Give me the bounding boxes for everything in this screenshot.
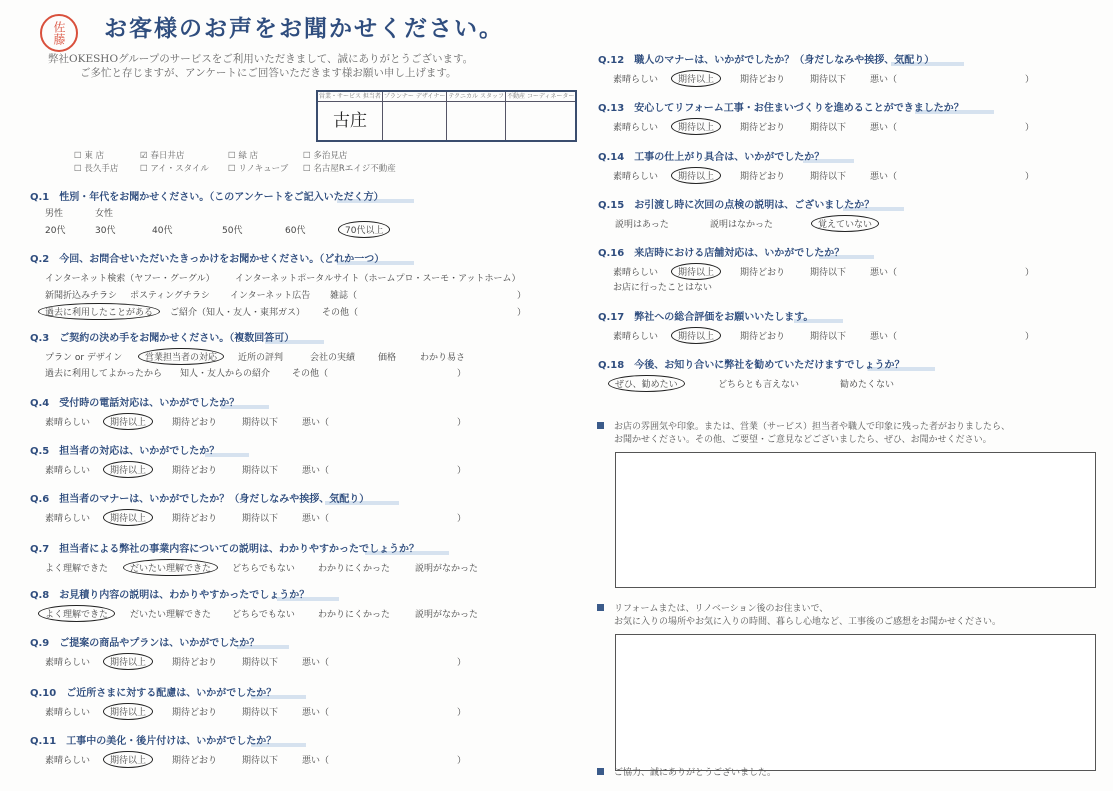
staff-field-realestate[interactable] [505,102,576,142]
answer-option[interactable]: 説明がなかった [415,564,479,574]
staff-field-planner[interactable] [382,102,447,142]
stamp-text: 佐藤 [52,21,66,45]
question-title: Q.15 お引渡し時に次回の点検の説明は、ございましたか？ [598,196,904,211]
answer-option[interactable]: 期待以下 [810,332,847,342]
answer-option[interactable]: 期待どおり [172,514,218,524]
question-title: Q.5 担当者の対応は、いかがでしたか？ [30,442,249,457]
answer-option[interactable]: インターネット検索（ヤフー・グーグル） [45,274,215,284]
branch-checkbox[interactable] [228,162,288,174]
answer-option[interactable]: ） [1025,268,1035,278]
intro-line-2: ご多忙と存じますが、アンケートにご回答いただきます様お願い申し上げます。 [80,67,457,79]
answer-option[interactable]: 60代 [285,226,306,236]
answer-option[interactable]: ） [457,466,467,476]
answer-option[interactable]: 雑誌（ [330,291,358,301]
answer-option[interactable]: 悪い（ [870,172,898,182]
checkbox-icon[interactable]: ☐ [303,151,311,161]
branch-label: 多治見店 [313,151,348,161]
answer-option[interactable]: 期待どおり [740,332,786,342]
branch-label: アイ・スタイル [150,164,209,174]
question-title: Q.3 ご契約の決め手をお聞かせください。（複数回答可） [30,329,324,344]
answer-option[interactable]: プラン or デザイン [45,353,123,363]
answer-option-selected[interactable]: 期待以上 [103,461,153,478]
answer-option[interactable]: 20代 [45,226,66,236]
answer-option[interactable]: 素晴らしい [45,658,91,668]
branch-checkbox[interactable] [74,162,118,174]
answer-option[interactable]: ） [457,369,467,379]
square-bullet-icon [597,768,604,775]
branch-checkbox[interactable] [303,162,396,174]
answer-option[interactable]: 説明はあった [615,220,669,230]
branch-label: 東 店 [84,151,105,161]
answer-option[interactable]: どちらとも言えない [718,380,800,390]
answer-option-selected[interactable]: 期待以上 [103,653,153,670]
answer-option[interactable]: インターネットポータルサイト（ホームプロ・スーモ・アットホーム） [235,274,521,284]
answer-option-selected[interactable]: 70代以上 [338,221,390,238]
footer [597,767,776,780]
branch-checkbox[interactable] [228,149,258,161]
answer-option[interactable]: 50代 [222,226,243,236]
answer-option[interactable]: 男性 [45,209,64,219]
branch-label: リノキューブ [238,164,289,174]
answer-option-selected[interactable]: だいたい理解できた [123,559,218,576]
question-title: Q.12 職人のマナーは、いかがでしたか？（身だしなみや挨拶、気配り） [598,51,964,66]
question-title: Q.4 受付時の電話対応は、いかがでしたか？ [30,394,269,409]
branch-label: 緑 店 [238,151,259,161]
checkbox-icon[interactable]: ☐ [303,164,311,174]
checkbox-icon[interactable]: ☐ [228,164,236,174]
answer-option[interactable]: 悪い（ [870,123,898,133]
answer-option[interactable]: 期待以下 [810,75,847,85]
question-title: Q.14 工事の仕上がり具合は、いかがでしたか？ [598,148,854,163]
answer-option[interactable]: 期待どおり [740,268,786,278]
answer-option[interactable]: 素晴らしい [45,514,91,524]
answer-option[interactable]: 新聞折込みチラシ [45,291,118,301]
answer-option[interactable]: ） [457,658,467,668]
question-title: Q.7 担当者による弊社の事業内容についての説明は、わかりやすかったでしょうか？ [30,540,449,555]
answer-option[interactable]: 期待以下 [242,658,279,668]
answer-option[interactable]: 素晴らしい [613,172,659,182]
branch-checkbox[interactable] [140,149,184,161]
branch-checkbox[interactable] [140,162,209,174]
answer-option[interactable]: 悪い（ [302,418,330,428]
checkbox-icon[interactable]: ☐ [74,151,82,161]
answer-option-selected[interactable]: よく理解できた [38,605,115,622]
seal-stamp [40,14,78,52]
question-title: Q.18 今後、お知り合いに弊社を勧めていただけますでしょうか？ [598,356,935,371]
question-title: Q.9 ご提案の商品やプランは、いかがでしたか？ [30,634,289,649]
branch-checkbox[interactable] [303,149,347,161]
answer-option-selected[interactable]: 過去に利用したことがある [38,303,160,320]
answer-option[interactable]: 会社の実績 [310,353,356,363]
question-title: Q.6 担当者のマナーは、いかがでしたか？（身だしなみや挨拶、気配り） [30,490,399,505]
branch-label: 長久手店 [84,164,119,174]
comment-prompt-1 [597,421,1010,447]
checkbox-checked-icon[interactable]: ☑ [140,151,148,161]
answer-option-selected[interactable]: 期待以上 [671,70,721,87]
answer-option[interactable]: 40代 [152,226,173,236]
answer-option-selected[interactable]: 期待以上 [671,263,721,280]
answer-option[interactable]: ） [457,514,467,524]
answer-option[interactable]: よく理解できた [45,564,109,574]
answer-option[interactable]: 素晴らしい [613,268,659,278]
page-title: お客様のお声をお聞かせください。 [104,16,504,42]
answer-option[interactable]: 期待どおり [740,123,786,133]
answer-option[interactable]: 期待どおり [172,658,218,668]
answer-option[interactable]: 期待どおり [740,75,786,85]
answer-option-selected[interactable]: 期待以上 [671,327,721,344]
answer-option[interactable]: 期待以下 [810,172,847,182]
question-title: Q.11 工事中の美化・後片付けは、いかがでしたか？ [30,732,306,747]
answer-option[interactable]: 素晴らしい [45,756,91,766]
answer-option[interactable]: 期待以下 [810,123,847,133]
answer-option[interactable]: 女性 [95,209,114,219]
answer-option-selected[interactable]: 営業担当者の対応 [138,348,224,365]
answer-option[interactable]: 素晴らしい [45,708,91,718]
answer-option-selected[interactable]: 期待以上 [103,703,153,720]
prompt-line: お気に入りの場所やお気に入りの時間、暮らし心地など、工事後のご感想をお聞かせください。 [614,617,1002,627]
answer-option-selected[interactable]: 覚えていない [811,215,879,232]
answer-option-selected[interactable]: ぜひ、勧めたい [608,375,685,392]
prompt-line: リフォームまたは、リノベーション後のお住まいで、 [614,604,829,614]
branch-label: 名古屋Rエイジ不動産 [313,164,396,174]
footer-text: ご協力、誠にありがとうございました。 [614,768,777,778]
comment-prompt-2 [597,603,1001,629]
answer-option[interactable]: ） [517,308,527,318]
answer-option[interactable]: 素晴らしい [45,466,91,476]
answer-option[interactable]: 悪い（ [870,332,898,342]
answer-option[interactable]: 素晴らしい [613,75,659,85]
answer-option[interactable]: ） [1025,332,1035,342]
answer-option[interactable]: ポスティングチラシ [130,291,210,301]
answer-option[interactable]: わかりにくかった [318,610,391,620]
branch-checkbox[interactable] [74,149,104,161]
intro-line-1: 弊社OKESHOグループのサービスをご利用いただきまして、誠にありがとうございます。 [48,53,474,65]
answer-option-selected[interactable]: 期待以上 [103,413,153,430]
answer-option[interactable]: 素晴らしい [613,332,659,342]
comment-box-1[interactable] [615,452,1096,588]
staff-field-technical[interactable] [447,102,506,142]
prompt-line: お店の雰囲気や印象。または、営業（サービス）担当者や職人で印象に残った者がおりましたら、 [614,422,1011,432]
answer-option[interactable]: わかりにくかった [318,564,391,574]
staff-header: プランナー デザイナー [383,93,446,100]
comment-box-2[interactable] [615,634,1096,771]
answer-option[interactable]: その他（ [292,369,329,379]
square-bullet-icon [597,604,604,611]
checkbox-icon[interactable]: ☐ [140,164,148,174]
answer-option[interactable]: 期待以下 [242,756,279,766]
answer-option[interactable]: 悪い（ [302,756,330,766]
answer-option[interactable]: 期待どおり [740,172,786,182]
answer-option[interactable]: ） [1025,172,1035,182]
question-title: Q.13 安心してリフォーム工事・お住まいづくりを進めることができましたか？ [598,99,994,114]
answer-option[interactable]: 悪い（ [302,514,330,524]
answer-option[interactable]: 悪い（ [870,268,898,278]
answer-option[interactable]: 素晴らしい [613,123,659,133]
answer-option-selected[interactable]: 期待以上 [671,167,721,184]
answer-option[interactable]: 期待どおり [172,708,218,718]
answer-option[interactable]: だいたい理解できた [130,610,212,620]
answer-option[interactable]: 悪い（ [302,708,330,718]
answer-option[interactable]: 悪い（ [302,466,330,476]
answer-option[interactable]: その他（ [322,308,359,318]
answer-option[interactable]: インターネット広告 [230,291,311,301]
answer-option[interactable]: 期待どおり [172,466,218,476]
question-title: Q.8 お見積り内容の説明は、わかりやすかったでしょうか？ [30,586,339,601]
answer-option[interactable]: わかり易さ [420,353,466,363]
answer-option[interactable]: 説明はなかった [710,220,774,230]
answer-option[interactable]: 価格 [378,353,397,363]
branch-label: 春日井店 [150,151,185,161]
staff-field-sales[interactable]: 古庄 [317,102,382,142]
answer-option[interactable]: どちらでもない [232,610,295,620]
answer-option[interactable]: 近所の評判 [238,353,284,363]
answer-option[interactable]: 30代 [95,226,116,236]
answer-option[interactable]: 悪い（ [302,658,330,668]
answer-option[interactable]: 勧めたくない [840,380,895,390]
answer-option[interactable]: 期待以下 [242,466,279,476]
question-title: Q.16 来店時における店舗対応は、いかがでしたか？ [598,244,874,259]
answer-option[interactable]: 知人・友人からの紹介 [180,369,271,379]
answer-option[interactable]: ） [457,418,467,428]
answer-option[interactable]: 説明がなかった [415,610,479,620]
answer-option[interactable]: ） [1025,123,1035,133]
answer-option[interactable]: 素晴らしい [45,418,91,428]
answer-option[interactable]: ） [1025,75,1035,85]
answer-option[interactable]: 悪い（ [870,75,898,85]
answer-option[interactable]: ） [517,291,527,301]
answer-option[interactable]: 期待以下 [242,708,279,718]
square-bullet-icon [597,422,604,429]
answer-option-selected[interactable]: 期待以上 [103,509,153,526]
answer-option[interactable]: 期待どおり [172,756,218,766]
staff-header: 営業・サービス 担当者 [319,93,381,100]
checkbox-icon[interactable]: ☐ [74,164,82,174]
answer-option[interactable]: 期待以下 [242,514,279,524]
answer-option[interactable]: 期待以下 [242,418,279,428]
answer-option[interactable]: ） [457,708,467,718]
question-title: Q.2 今回、お問合せいただいたきっかけをお聞かせください。（どれか一つ） [30,250,414,265]
question-title: Q.1 性別・年代をお聞かせください。（このアンケートをご記入いただく方） [30,188,414,203]
answer-option[interactable]: 期待どおり [172,418,218,428]
answer-option[interactable]: 過去に利用してよかったから [45,369,163,379]
question-title: Q.10 ご近所さまに対する配慮は、いかがでしたか？ [30,684,306,699]
staff-table [316,90,577,142]
answer-option[interactable]: どちらでもない [232,564,295,574]
answer-option[interactable]: 期待以下 [810,268,847,278]
question-title: Q.17 弊社への総合評価をお願いいたします。 [598,308,843,323]
prompt-line: お聞かせください。その他、ご要望・ご意見などございましたら、ぜひ、お聞かせください。 [614,435,992,445]
checkbox-icon[interactable]: ☐ [228,151,236,161]
answer-option[interactable]: ご紹介（知人・友人・東邦ガス） [170,308,306,318]
answer-option[interactable]: お店に行ったことはない [613,283,713,293]
answer-option-selected[interactable]: 期待以上 [671,118,721,135]
staff-header: テクニカル スタッフ [448,93,504,100]
answer-option-selected[interactable]: 期待以上 [103,751,153,768]
answer-option[interactable]: ） [457,756,467,766]
staff-header: 不動産 コーディネーター [506,93,575,100]
